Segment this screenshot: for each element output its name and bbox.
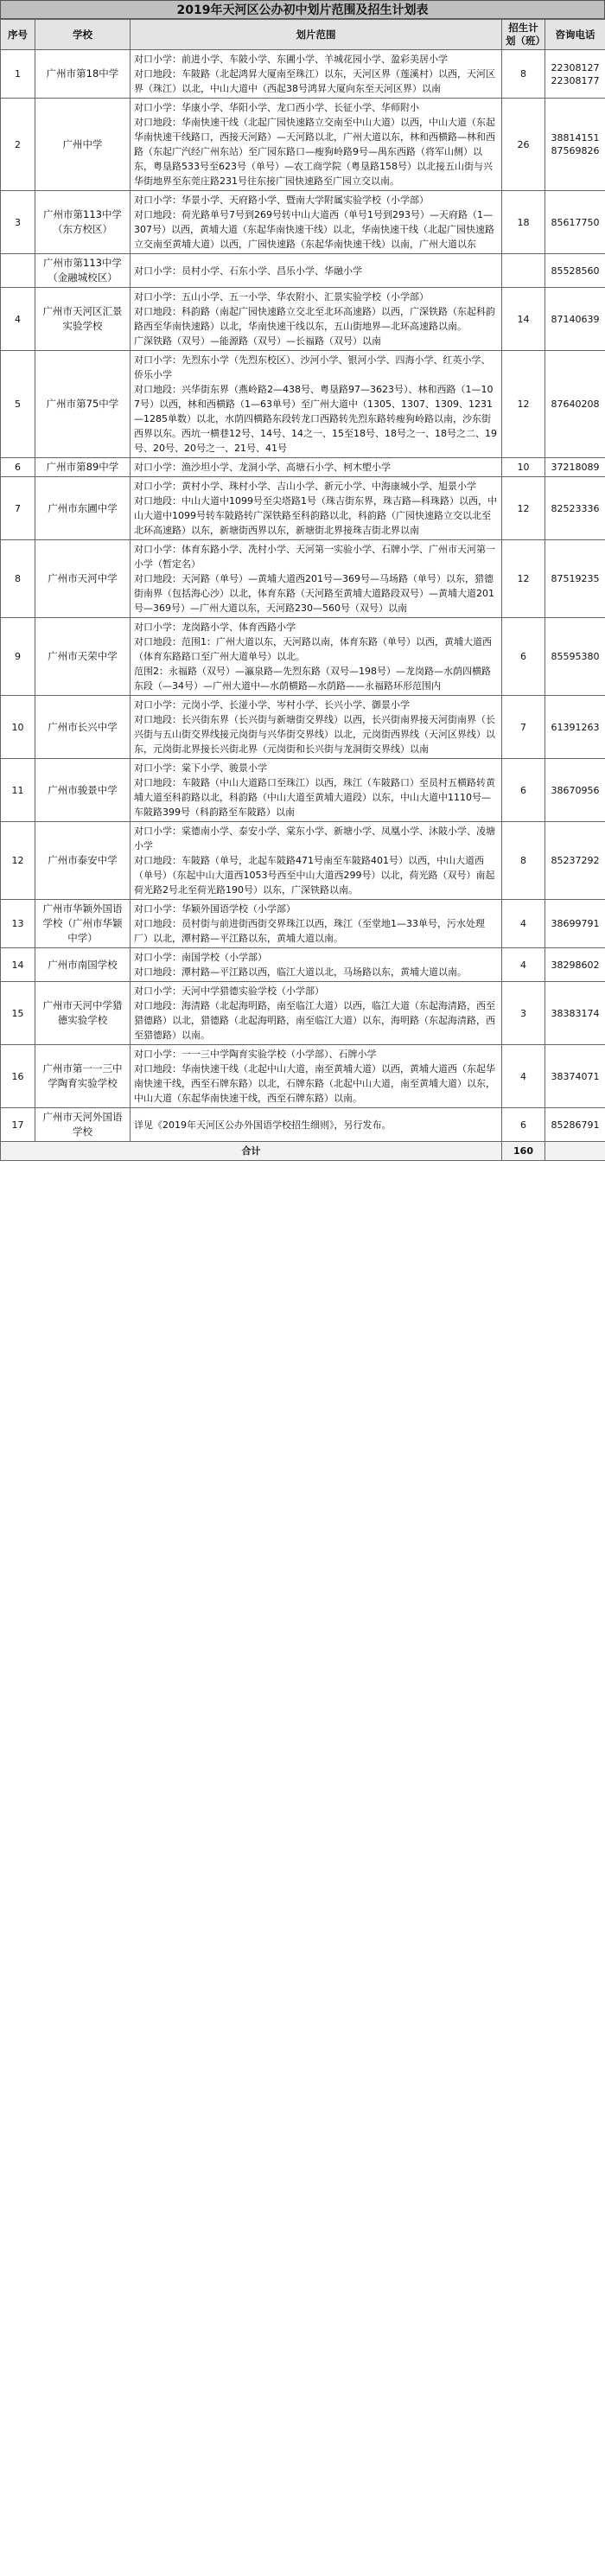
range-line: 对口地段：长兴街东界（长兴街与新塘街交界线）以西，长兴街南界接天河街南界（长兴街与五山街交界线接元岗街与兴华街交界线）以北，元岗街西界线（天河区界线）以东，元岗街北界接长兴街北界（元岗街和长兴街与龙洞街交界线）以南 <box>134 714 495 755</box>
zoning-range <box>131 99 502 191</box>
phone-number: 85617750 <box>551 216 600 228</box>
range-line: 对口小学：五山小学、五一小学、华农附小、汇景实验学校（小学部） <box>134 291 429 303</box>
zoning-range <box>131 900 502 948</box>
header-tel: 咨询电话 <box>545 20 605 50</box>
phone-number: 38814151 <box>551 132 600 143</box>
phone-number: 85237292 <box>551 855 600 866</box>
row-number: 10 <box>1 696 35 759</box>
total-row <box>1 1142 605 1161</box>
range-line: 对口小学：龙岗路小学、体育西路小学 <box>134 622 296 633</box>
range-line: 对口地段：华南快速干线（北起中山大道，南至黄埔大道）以西，黄埔大道西（东起华南快速干线，西至石牌东路）以北，石牌东路（北起中山大道，南至黄埔大道）以东，中山大道（东起华南快速干线，西至石牌东路）以南。 <box>134 1063 495 1104</box>
phone-number: 87519235 <box>551 573 600 584</box>
plan-classes: 3 <box>502 982 545 1045</box>
table-row <box>1 288 605 351</box>
school-name: 广州市南国学校 <box>35 948 131 982</box>
zoning-range <box>131 1108 502 1142</box>
page-title: 2019年天河区公办初中划片范围及招生计划表 <box>0 0 605 19</box>
table-row <box>1 540 605 618</box>
range-line: 对口小学：员村小学、石东小学、昌乐小学、华融小学 <box>134 265 362 277</box>
row-number: 17 <box>1 1108 35 1142</box>
total-tel-empty <box>545 1142 605 1161</box>
school-name: 广州市天河区汇景实验学校 <box>35 288 131 351</box>
table-header-row <box>1 20 605 50</box>
header-no: 序号 <box>1 20 35 50</box>
school-name: 广州市泰安中学 <box>35 822 131 900</box>
row-number: 15 <box>1 982 35 1045</box>
row-number: 13 <box>1 900 35 948</box>
plan-classes: 6 <box>502 618 545 696</box>
range-line: 详见《2019年天河区公办外国语学校招生细则》，另行发布。 <box>134 1119 392 1131</box>
range-line: 对口小学：体育东路小学、冼村小学、天河第一实验小学、石牌小学、广州市天河第一小学（暂定名） <box>134 544 495 570</box>
contact-phone <box>545 458 605 477</box>
zoning-range <box>131 191 502 254</box>
row-number: 11 <box>1 759 35 822</box>
range-line: 对口地段：员村街与前进街西街交界珠江以西，珠江（至堂地1—33单号，污水处理厂）以北，潭村路—平江路以东，黄埔大道以南。 <box>134 918 485 944</box>
total-label: 合计 <box>1 1142 502 1161</box>
table-row <box>1 1045 605 1108</box>
phone-number: 38298602 <box>551 959 600 971</box>
table-row <box>1 618 605 696</box>
zoning-range <box>131 540 502 618</box>
phone-number: 22308177 <box>551 74 600 86</box>
school-name: 广州市天河中学 <box>35 540 131 618</box>
school-name: 广州市第89中学 <box>35 458 131 477</box>
phone-number: 85528560 <box>551 265 600 277</box>
range-line: 对口小学：前进小学、车陂小学、东圃小学、羊城花园小学、盈彩美居小学 <box>134 54 448 65</box>
table-row <box>1 822 605 900</box>
school-name: 广州市东圃中学 <box>35 477 131 540</box>
phone-number: 61391263 <box>551 721 600 733</box>
plan-classes: 12 <box>502 540 545 618</box>
range-line: 对口地段：潭村路—平江路以西，临江大道以北，马场路以东，黄埔大道以南。 <box>134 966 467 978</box>
school-name: 广州市华颖外国语学校（广州市华颖中学） <box>35 900 131 948</box>
table-row <box>1 1108 605 1142</box>
zoning-range <box>131 50 502 99</box>
plan-classes <box>502 254 545 288</box>
row-number: 3 <box>1 191 35 254</box>
table-body <box>1 50 605 1142</box>
plan-classes: 4 <box>502 1045 545 1108</box>
row-number: 14 <box>1 948 35 982</box>
phone-number: 87640208 <box>551 399 600 410</box>
zoning-range <box>131 288 502 351</box>
enrollment-sheet <box>0 0 605 1161</box>
range-line: 对口地段：范围1：广州大道以东，天河路以南，体育东路（单号）以西，黄埔大道西（体育东路路口至广州大道单号）以北。 <box>134 636 492 662</box>
phone-number: 38374071 <box>551 1070 600 1082</box>
contact-phone <box>545 1045 605 1108</box>
range-line: 对口地段：荷光路单号7号到269号转中山大道西（单号1号到293号）—天府路（1—307号）以西，黄埔大道（东起华南快速干线）以北，华南快速干线（北起广园快速路立交南至黄埔大道）以西，广园快速路（东起华南快速干线）以南，广州大道以东 <box>134 209 494 250</box>
table-row <box>1 759 605 822</box>
contact-phone <box>545 351 605 458</box>
contact-phone <box>545 696 605 759</box>
contact-phone <box>545 254 605 288</box>
header-plan: 招生计划（班） <box>502 20 545 50</box>
zoning-range <box>131 759 502 822</box>
header-school: 学校 <box>35 20 131 50</box>
row-number: 6 <box>1 458 35 477</box>
range-line: 对口小学：元岗小学、长湴小学、岑村小学、长兴小学、御景小学 <box>134 699 410 711</box>
contact-phone <box>545 50 605 99</box>
range-line: 对口地段：车陂路（北起鸿昇大厦南至珠江）以东，天河区界（莲溪村）以西，天河区界（珠江）以北，中山大道中（西起38号鸿昇大厦向东至天河区界）以南 <box>134 68 495 94</box>
range-line: 对口小学：一一三中学陶育实验学校（小学部）、石牌小学 <box>134 1049 377 1060</box>
contact-phone <box>545 288 605 351</box>
phone-number: 85595380 <box>551 651 600 662</box>
school-name: 广州市天荣中学 <box>35 618 131 696</box>
row-number: 9 <box>1 618 35 696</box>
range-line: 对口小学：棠下小学、骏景小学 <box>134 762 267 774</box>
zoning-range <box>131 822 502 900</box>
phone-number: 87140639 <box>551 313 600 325</box>
range-line: 范围2：永福路（双号）—瀛泉路—先烈东路（双号—198号）—龙岗路—水荫四横路东段（—34号）—广州大道中—水荫横路—水荫路——永福路环形范围内 <box>134 666 491 692</box>
table-row <box>1 982 605 1045</box>
phone-number: 22308127 <box>551 61 600 73</box>
zoning-range <box>131 477 502 540</box>
school-name: 广州市第113中学（金融城校区） <box>35 254 131 288</box>
school-name: 广州中学 <box>35 99 131 191</box>
phone-number: 38699791 <box>551 918 600 929</box>
row-number: 7 <box>1 477 35 540</box>
range-line: 对口地段：华南快速干线（北起广园快速路立交南至中山大道）以西，中山大道（东起华南快速干线路口，西接天河路）—天河路以北，广州大道以东，林和西横路—林和西路（东起广汽经广州东站）至广园东路口—瘦狗岭路9号—禺东西路（将军山侧）以东，粤垦路533号至623号（单号）—农工商学院（粤垦路158号）以北接五山街与兴华街地界至东莞庄路231号往东接广园快速路至广园立交以南。 <box>134 117 495 187</box>
table-row <box>1 477 605 540</box>
plan-classes: 14 <box>502 288 545 351</box>
plan-classes: 8 <box>502 822 545 900</box>
row-number: 5 <box>1 351 35 458</box>
contact-phone <box>545 618 605 696</box>
range-line: 对口地段：中山大道中1099号至尖塔路1号（珠吉街东界，珠吉路—科珠路）以西，中山大道中1099号转车陂路转广深铁路至科韵路以北，科韵路（广园快速路立交以北至北环高速路）以东，新塘街西界以东，新塘街北界接珠吉街北界以南 <box>134 495 497 536</box>
range-line: 对口地段：科韵路（南起广园快速路立交北至北环高速路）以西，广深铁路（东起科韵路西至华南快速路）以北，华南快速干线以东，五山街地界—北环高速路以南。 <box>134 306 495 332</box>
row-number: 8 <box>1 540 35 618</box>
range-line: 对口地段：天河路（单号）—黄埔大道西201号—369号—马场路（单号）以东，猎德街南界（包括海心沙）以北，体育东路（天河路至黄埔大道路段双号）—黄埔大道201号—369号）—广州大道以东，天河路230—560号（双号）以南 <box>134 573 494 614</box>
school-name: 广州市第一一三中学陶育实验学校 <box>35 1045 131 1108</box>
table-row <box>1 351 605 458</box>
zoning-range <box>131 982 502 1045</box>
phone-number: 37218089 <box>551 462 600 473</box>
phone-number: 85286791 <box>551 1119 600 1131</box>
phone-number: 38383174 <box>551 1007 600 1019</box>
contact-phone <box>545 822 605 900</box>
contact-phone <box>545 540 605 618</box>
zoning-range <box>131 351 502 458</box>
plan-classes: 18 <box>502 191 545 254</box>
table-row <box>1 99 605 191</box>
table-row <box>1 696 605 759</box>
row-number: 4 <box>1 288 35 351</box>
range-line: 对口地段：车陂路（中山大道路口至珠江）以西，珠江（车陂路口）至员村五横路转黄埔大道至科韵路以北，科韵路（中山大道至黄埔大道段）以东，中山大道中1110号—车陂路399号（科韵路至车陂路）以南 <box>134 777 495 818</box>
phone-number: 82523336 <box>551 502 600 514</box>
zoning-range <box>131 696 502 759</box>
plan-classes: 12 <box>502 351 545 458</box>
range-line: 对口地段：兴华街东界（燕岭路2—438号、粤垦路97—3623号）、林和西路（1—107号）以西，林和西横路（1—63单号）至广州大道中（1305、1307、1309、1231—1285单数）以北，水荫四横路东段转龙口西路转先烈东路转瘦狗岭路以南，沙东街西界以东。西坑一横巷12号、14号、14之一、15至18号、18号之一、18号之二、19号、20号、20号之一、21号、41号 <box>134 384 497 454</box>
row-number: 2 <box>1 99 35 191</box>
school-name: 广州市第18中学 <box>35 50 131 99</box>
zoning-range <box>131 254 502 288</box>
range-line: 对口小学：渔沙坦小学、龙洞小学、高塘石小学、柯木塱小学 <box>134 462 391 473</box>
header-range: 划片范围 <box>131 20 502 50</box>
table-row <box>1 191 605 254</box>
zoning-range <box>131 458 502 477</box>
plan-classes: 10 <box>502 458 545 477</box>
row-number: 12 <box>1 822 35 900</box>
contact-phone <box>545 99 605 191</box>
range-line: 对口地段：海清路（北起海明路，南至临江大道）以西，临江大道（东起海清路，西至猎德路）以北，猎德路（北起海明路，南至临江大道）以东，海明路（东起海清路，西至猎德路）以南。 <box>134 1000 495 1041</box>
row-number: 16 <box>1 1045 35 1108</box>
range-line: 对口地段：车陂路（单号，北起车陂路471号南至车陂路401号）以西，中山大道西（单号）（东起中山大道西1053号西至中山大道西299号）以北，荷光路（双号）南起荷光路2号北至荷光路190号）以东，广深铁路以南。 <box>134 855 495 896</box>
school-name: 广州市天河外国语学校 <box>35 1108 131 1142</box>
table-row <box>1 900 605 948</box>
range-line: 对口小学：棠德南小学、泰安小学、棠东小学、新塘小学、凤凰小学、沐陂小学、凌塘小学 <box>134 826 495 851</box>
school-name: 广州市长兴中学 <box>35 696 131 759</box>
plan-classes: 4 <box>502 900 545 948</box>
contact-phone <box>545 759 605 822</box>
enrollment-table <box>0 19 605 1161</box>
row-number <box>1 254 35 288</box>
contact-phone <box>545 477 605 540</box>
school-name: 广州市天河中学猎德实验学校 <box>35 982 131 1045</box>
contact-phone <box>545 982 605 1045</box>
contact-phone <box>545 1108 605 1142</box>
range-line: 对口小学：南国学校（小学部） <box>134 952 267 963</box>
row-number: 1 <box>1 50 35 99</box>
plan-classes: 6 <box>502 1108 545 1142</box>
table-row <box>1 50 605 99</box>
contact-phone <box>545 900 605 948</box>
total-plan: 160 <box>502 1142 545 1161</box>
range-line: 对口小学：先烈东小学（先烈东校区）、沙河小学、银河小学、四海小学、红英小学、侨乐小学 <box>134 354 491 380</box>
contact-phone <box>545 191 605 254</box>
range-line: 对口小学：天河中学猎德实验学校（小学部） <box>134 985 324 997</box>
school-name: 广州市第113中学（东方校区） <box>35 191 131 254</box>
range-line: 对口小学：华景小学、天府路小学、暨南大学附属实验学校（小学部） <box>134 194 429 206</box>
range-line: 广深铁路（双号）—能源路（双号）—长福路（双号）以南 <box>134 335 381 347</box>
range-line: 对口小学：黄村小学、珠村小学、吉山小学、新元小学、中海康城小学、旭景小学 <box>134 481 476 492</box>
plan-classes: 7 <box>502 696 545 759</box>
plan-classes: 6 <box>502 759 545 822</box>
plan-classes: 4 <box>502 948 545 982</box>
plan-classes: 8 <box>502 50 545 99</box>
table-row <box>1 948 605 982</box>
plan-classes: 12 <box>502 477 545 540</box>
range-line: 对口小学：华康小学、华阳小学、龙口西小学、长征小学、华师附小 <box>134 102 419 113</box>
zoning-range <box>131 618 502 696</box>
zoning-range <box>131 1045 502 1108</box>
range-line: 对口小学：华颖外国语学校（小学部） <box>134 903 296 915</box>
contact-phone <box>545 948 605 982</box>
table-row <box>1 254 605 288</box>
plan-classes: 26 <box>502 99 545 191</box>
phone-number: 87569826 <box>551 145 600 156</box>
table-row <box>1 458 605 477</box>
phone-number: 38670956 <box>551 784 600 796</box>
school-name: 广州市骏景中学 <box>35 759 131 822</box>
zoning-range <box>131 948 502 982</box>
school-name: 广州市第75中学 <box>35 351 131 458</box>
